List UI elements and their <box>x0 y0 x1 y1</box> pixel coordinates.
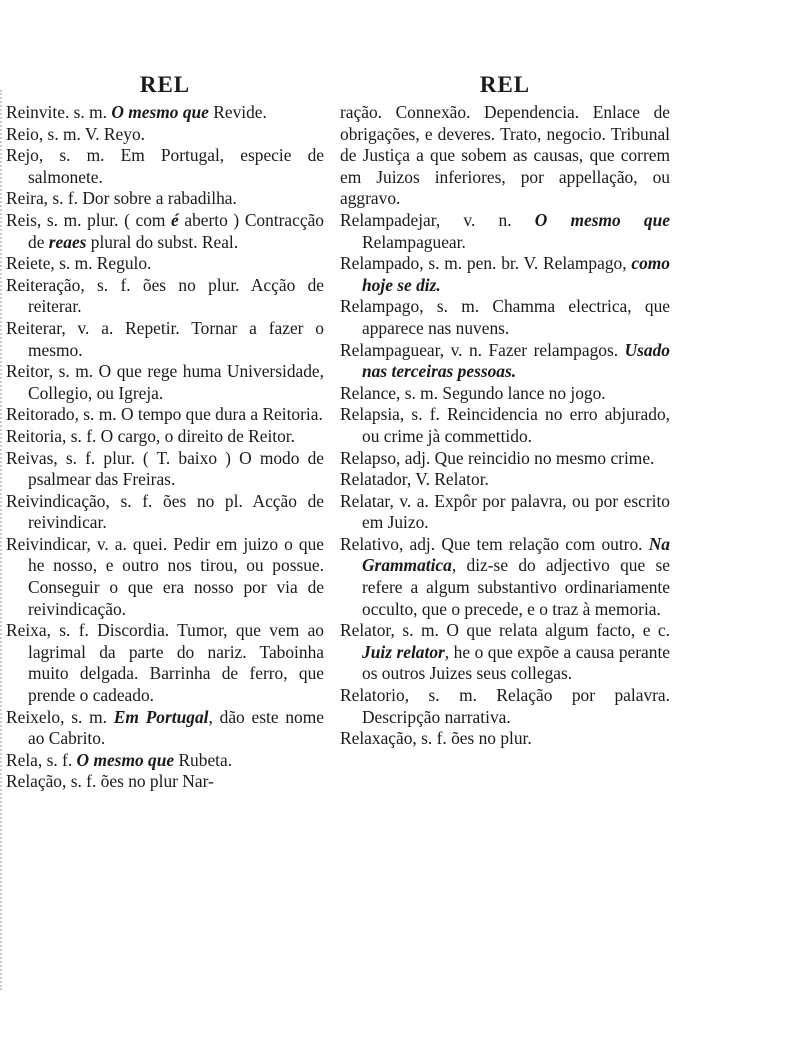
entry-text: , dão este nome ao Cabrito. <box>28 706 324 749</box>
entry-headword: Reis <box>6 209 37 230</box>
entry-headword: Relatar <box>340 490 390 511</box>
entry-text: , v. a. Expôr por palavra, ou por escrito em Juizo. <box>362 490 670 533</box>
entry-headword: Relampaguear <box>340 339 440 360</box>
dictionary-entry <box>6 188 324 210</box>
dictionary-entry <box>340 253 670 296</box>
dictionary-entry <box>6 361 324 404</box>
entry-text: Rubeta. <box>174 749 233 770</box>
entry-headword: Reivindicação <box>6 490 106 511</box>
entry-text: plural do subst. Real. <box>86 231 239 252</box>
dictionary-entry <box>6 124 324 146</box>
entry-text: , V. Relator. <box>406 469 489 490</box>
entry-headword: Rela <box>6 749 38 770</box>
dictionary-entry <box>6 102 324 124</box>
dictionary-entry <box>340 383 670 405</box>
entry-text: , adj. Que reincidio no mesmo crime. <box>396 447 655 468</box>
entry-headword: Reixa <box>6 620 47 641</box>
entry-text: , diz-se do adjectivo que se refere a algum substantivo ordinariamente occulto, que o precede, e o traz à memoria. <box>362 555 670 619</box>
entry-emphasis: O mesmo que <box>111 102 209 122</box>
entry-headword: Relampadejar <box>340 209 436 230</box>
entry-text: , s. m. Relação por palavra. Descripção narrativa. <box>362 685 670 727</box>
dictionary-entry <box>340 296 670 339</box>
entry-text: , s. f. O cargo, o direito de Reitor. <box>62 425 295 446</box>
entry-text: , s. m. O que rege huma Universidade, Collegio, ou Igreja. <box>28 361 324 403</box>
entry-headword: Relapso <box>340 447 397 468</box>
entry-headword: Reixelo <box>6 706 61 727</box>
entry-text: , s. f. plur. ( T. baixo ) O modo de psalmear das Freiras. <box>28 447 324 490</box>
dictionary-entry <box>6 491 324 534</box>
entry-headword: Relaxação <box>340 728 413 749</box>
entry-headword: Reitor <box>6 361 49 382</box>
entry-headword: Relatador <box>340 469 407 490</box>
dictionary-entry <box>6 707 324 750</box>
entry-emphasis: Na Grammatica <box>362 533 670 576</box>
entry-text: , s. m. Segundo lance no jogo. <box>396 382 606 403</box>
entry-text: , s. m. V. Reyo. <box>38 123 145 144</box>
entry-text: , s. m. O que relata algum facto, e c. <box>390 620 670 641</box>
entry-emphasis: é <box>171 209 179 230</box>
entry-headword: Relatorio <box>340 685 405 706</box>
dictionary-entry <box>6 145 324 188</box>
entry-text: , v. n. <box>435 209 535 230</box>
entry-text: , s. f. <box>37 749 77 770</box>
dictionary-entry <box>340 102 670 210</box>
dictionary-entry <box>6 318 324 361</box>
entry-text: . s. m. <box>64 102 112 122</box>
left-column <box>6 72 324 793</box>
dictionary-entry <box>6 210 324 253</box>
dictionary-entry <box>6 750 324 772</box>
dictionary-entry <box>340 491 670 534</box>
entry-headword: Relação <box>6 771 63 792</box>
entry-headword: Relance <box>340 382 397 403</box>
entry-text: , s. f. Discordia. Tumor, que vem ao lagrimal da parte do nariz. Taboinha muito delgada. Barrinha de ferro, que prende o cadeado. <box>28 620 324 706</box>
entry-headword: Reitoria <box>6 425 63 446</box>
dictionary-entry <box>340 534 670 620</box>
dictionary-entry <box>340 728 670 750</box>
entry-text: , s. m. plur. ( com <box>36 209 172 230</box>
entry-text: , s. m. Regulo. <box>50 253 152 274</box>
dictionary-entry <box>6 275 324 318</box>
entry-text: , s. m. <box>60 706 114 727</box>
entry-headword: Relator <box>340 620 391 641</box>
dictionary-entry <box>6 620 324 706</box>
entry-emphasis: O mesmo que <box>76 749 175 770</box>
entry-text: , s. f. Dor sobre a rabadilha. <box>43 188 237 209</box>
dictionary-entry <box>6 404 324 426</box>
entry-text: , s. m. O tempo que dura a Reitoria. <box>74 404 323 425</box>
dictionary-entry <box>340 469 670 491</box>
entry-text: , v. a. quei. Pedir em juizo o que he nosso, e outro nos tirou, ou possue. Conseguir o que era nosso por via de reivindicação. <box>28 533 324 619</box>
entry-text: , s. f. Reincidencia no erro abjurado, ou crime jà commettido. <box>362 404 670 446</box>
dictionary-entry <box>340 448 670 470</box>
entry-headword: Relampago <box>340 296 420 317</box>
entry-emphasis: Em Portugal <box>113 706 209 727</box>
entry-text: , s. m. pen. br. V. Relampago, <box>419 253 632 274</box>
entry-emphasis: reaes <box>48 231 87 252</box>
entry-emphasis: como hoje se diz. <box>362 253 670 295</box>
entry-headword: Reivas <box>6 447 54 468</box>
entry-headword: Reiteração <box>6 274 81 295</box>
entry-text: , s. m. Em Portugal, especie de salmonete. <box>28 145 324 187</box>
entry-text: , v. n. Fazer relampagos. <box>439 339 625 360</box>
entry-headword: Reiete <box>6 253 51 274</box>
entry-headword: Reira <box>6 188 44 209</box>
entry-text: , s. f. ões no plur. <box>412 728 532 749</box>
entry-headword: Rejo <box>6 145 39 166</box>
right-column <box>340 72 670 750</box>
entry-headword: Reitorado <box>6 404 75 425</box>
entry-text: , s. f. ões no plur. Acção de reiterar. <box>28 274 324 317</box>
entry-emphasis: O mesmo que <box>534 209 670 230</box>
dictionary-entry <box>6 448 324 491</box>
dictionary-entry <box>6 534 324 620</box>
dictionary-entry <box>340 210 670 253</box>
entry-headword: Relapsia <box>340 404 400 425</box>
entry-text: , s. f. ões no plur Nar- <box>62 771 214 792</box>
entry-headword: Reiterar <box>6 317 62 338</box>
entry-text: aberto ) Contracção de <box>28 209 325 252</box>
entry-headword: Relampado <box>340 253 420 274</box>
dictionary-entry <box>6 771 324 793</box>
entry-text: Relampaguear. <box>362 231 466 252</box>
entry-text: Revide. <box>208 102 267 122</box>
entry-text: , s. m. Chamma electrica, que apparece nas nuvens. <box>362 296 670 338</box>
left-running-head: REL <box>139 72 191 97</box>
dictionary-entry <box>340 340 670 383</box>
entry-text: , adj. Que tem relação com outro. <box>398 533 649 554</box>
entry-headword: Reinvite <box>6 102 65 122</box>
dictionary-entry <box>340 620 670 685</box>
entry-headword: Reio <box>6 123 39 144</box>
entry-emphasis: Usado nas terceiras pessoas. <box>362 339 670 382</box>
dictionary-entry <box>6 253 324 275</box>
entry-text: ração. Connexão. Dependencia. Enlace de obrigações, e deveres. Trato, negocio. Tribunal de Justiça a que sobem as causas, que correm em Juizos inferiores, por appellação, ou aggravo. <box>340 102 670 209</box>
dictionary-entry <box>6 426 324 448</box>
dictionary-entry <box>340 404 670 447</box>
dictionary-entry <box>340 685 670 728</box>
entry-text: , he o que expõe a causa perante os outros Juizes seus collegas. <box>362 641 670 684</box>
entry-text: , v. a. Repetir. Tornar a fazer o mesmo. <box>28 317 324 360</box>
entry-emphasis: Juiz relator <box>362 641 445 662</box>
left-entries <box>6 102 324 793</box>
entry-text: , s. f. ões no pl. Acção de reivindicar. <box>28 490 324 533</box>
right-running-head: REL <box>479 72 531 97</box>
right-entries <box>340 102 670 750</box>
entry-headword: Reivindicar <box>6 533 87 554</box>
entry-headword: Relativo <box>340 533 399 554</box>
